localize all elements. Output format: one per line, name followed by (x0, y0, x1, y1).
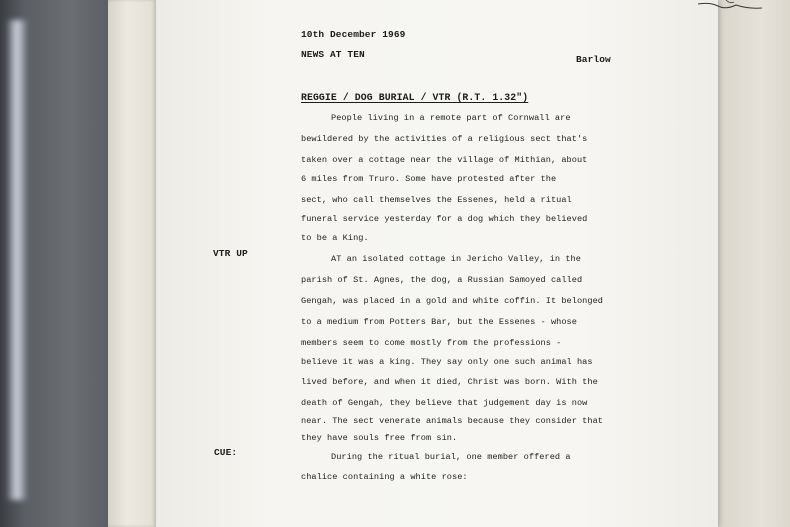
cue-label: CUE: (214, 447, 238, 458)
paragraph-2-line: parish of St. Agnes, the dog, a Russian Samoyed called (301, 275, 583, 285)
paragraph-1-line: People living in a remote part of Cornwall are (331, 113, 571, 123)
paragraph-1-line: sect, who call themselves the Essenes, held a ritual (301, 195, 572, 205)
paper-mount (108, 0, 156, 527)
story-slug: REGGIE / DOG BURIAL / VTR (R.T. 1.32") (301, 92, 529, 103)
paragraph-2-line: believe it was a king. They say only one such animal has (301, 357, 593, 367)
wall (718, 0, 790, 527)
paragraph-2-line: near. The sect venerate animals because they consider that (301, 416, 604, 426)
handwritten-mark (696, 0, 766, 12)
paragraph-2-line: Gengah, was placed in a gold and white coffin. It belonged (301, 296, 604, 306)
cue-vtr-up: VTR UP (213, 248, 248, 259)
paragraph-2-line: AT an isolated cottage in Jericho Valley, in the (331, 254, 581, 264)
paragraph-1-line: 6 miles from Truro. Some have protested after the (301, 174, 557, 184)
paragraph-2-line: lived before, and when it died, Christ was born. With the (301, 377, 598, 387)
light-glare (6, 20, 28, 500)
paragraph-1-line: to be a King. (301, 233, 369, 243)
paragraph-3-line: During the ritual burial, one member offered a (331, 452, 571, 462)
paragraph-2-line: members seem to come mostly from the professions - (301, 338, 562, 348)
paragraph-1-line: taken over a cottage near the village of Mithian, about (301, 155, 588, 165)
paragraph-2-line: to a medium from Potters Bar, but the Essenes - whose (301, 317, 577, 327)
author-name: Barlow (576, 54, 611, 65)
paragraph-2-line: they have souls free from sin. (301, 433, 458, 443)
paragraph-3-line: chalice containing a white rose: (301, 472, 468, 482)
paragraph-1-line: funeral service yesterday for a dog which they believed (301, 214, 588, 224)
script-date: 10th December 1969 (301, 29, 406, 40)
programme-title: NEWS AT TEN (301, 49, 365, 60)
paragraph-1-line: bewildered by the activities of a religious sect that's (301, 134, 588, 144)
paragraph-2-line: death of Gengah, they believe that judgement day is now (301, 398, 588, 408)
